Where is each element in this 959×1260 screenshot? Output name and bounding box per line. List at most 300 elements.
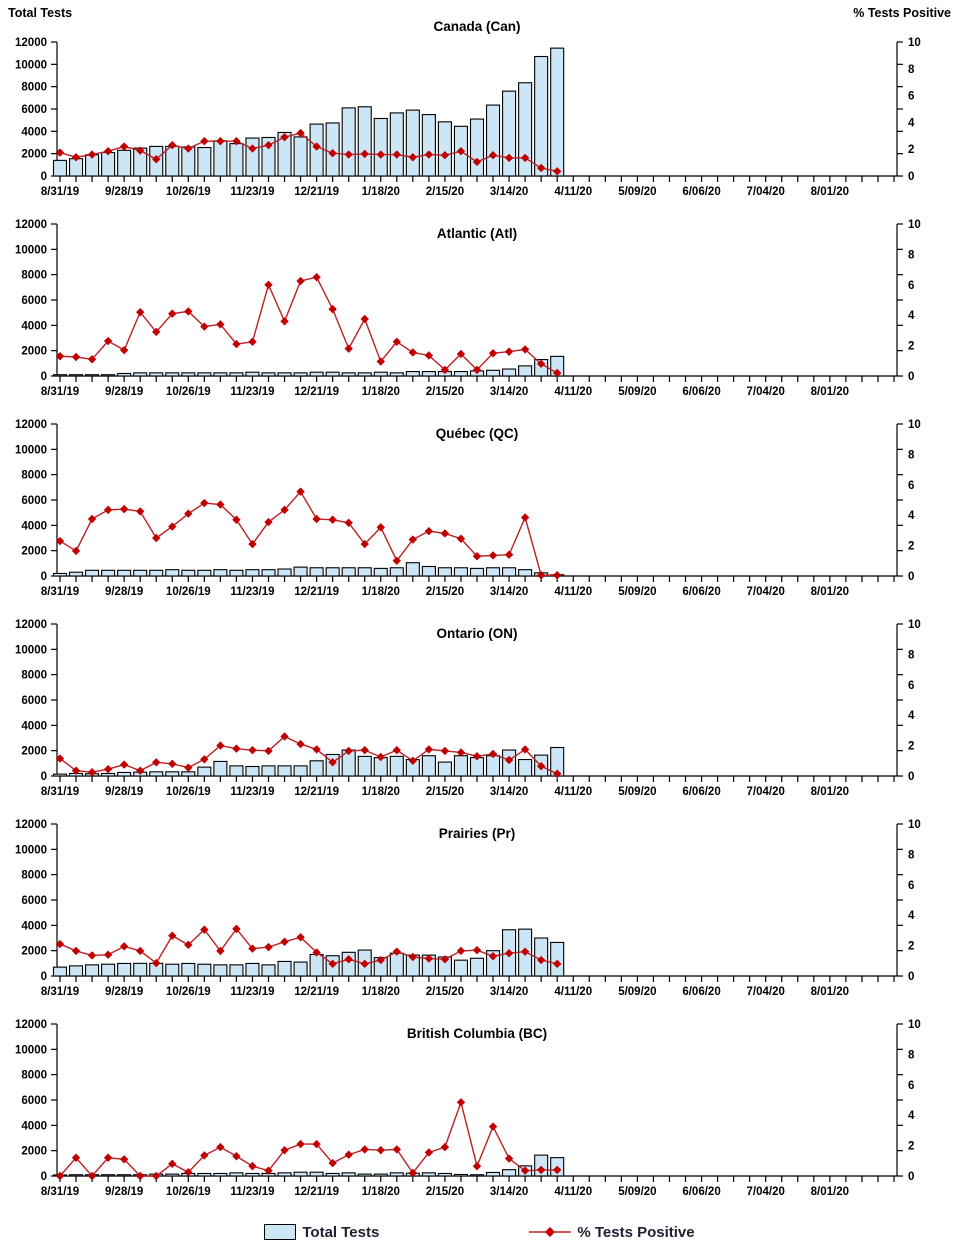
y-right-tick-label: 4 bbox=[908, 510, 915, 523]
bar bbox=[182, 963, 195, 976]
x-tick-label: 10/26/19 bbox=[165, 986, 211, 998]
x-tick-label: 7/04/20 bbox=[746, 186, 785, 198]
x-tick-label: 3/14/20 bbox=[489, 386, 529, 398]
y-left-tick-label: 0 bbox=[40, 1171, 47, 1183]
diamond-marker bbox=[361, 1145, 369, 1153]
x-tick-label: 9/28/19 bbox=[104, 786, 144, 798]
bar bbox=[118, 963, 131, 976]
x-tick-label: 8/31/19 bbox=[40, 786, 80, 798]
panel-title: Canada (Can) bbox=[433, 19, 521, 34]
pct-positive-series bbox=[56, 273, 562, 377]
y-right-tick-label: 10 bbox=[908, 37, 921, 49]
bar bbox=[262, 373, 275, 376]
bar bbox=[278, 569, 291, 576]
british-columbia-chart bbox=[0, 1010, 959, 1210]
x-tick-label: 5/09/20 bbox=[618, 1186, 657, 1198]
bar bbox=[422, 115, 435, 176]
x-tick-label: 8/31/19 bbox=[40, 986, 80, 998]
bar bbox=[134, 373, 147, 376]
y-right-tick-label: 10 bbox=[908, 619, 921, 631]
diamond-marker bbox=[457, 1098, 465, 1106]
y-left-tick-label: 6000 bbox=[21, 695, 47, 707]
diamond-marker bbox=[312, 273, 320, 281]
bar bbox=[54, 774, 67, 776]
diamond-marker bbox=[248, 746, 256, 754]
bar bbox=[535, 57, 548, 176]
bar bbox=[102, 375, 115, 376]
y-left-tick-label: 6000 bbox=[21, 495, 47, 507]
y-right-tick-label: 8 bbox=[908, 249, 915, 262]
y-right-tick-label: 2 bbox=[908, 940, 915, 953]
x-tick-label: 8/01/20 bbox=[810, 386, 850, 398]
diamond-marker bbox=[473, 1162, 481, 1170]
total-tests-bars bbox=[54, 48, 564, 176]
bar bbox=[54, 160, 67, 176]
x-tick-label: 9/28/19 bbox=[104, 586, 144, 598]
x-tick-label: 12/21/19 bbox=[294, 586, 339, 598]
diamond-marker bbox=[200, 499, 208, 507]
y-right-tick-label: 10 bbox=[908, 419, 921, 431]
x-tick-label: 1/18/20 bbox=[361, 186, 400, 198]
y-right-tick-label: 4 bbox=[908, 310, 915, 323]
bar bbox=[214, 761, 227, 776]
bar bbox=[438, 122, 451, 176]
x-tick-label: 5/09/20 bbox=[618, 586, 657, 598]
legend-label-total-tests: Total Tests bbox=[302, 1223, 380, 1241]
x-tick-label: 2/15/20 bbox=[425, 1186, 465, 1198]
bar bbox=[342, 568, 355, 576]
diamond-marker bbox=[505, 551, 513, 559]
x-tick-label: 10/26/19 bbox=[165, 1186, 211, 1198]
y-left-tick-label: 8000 bbox=[21, 1069, 47, 1082]
x-tick-label: 1/18/20 bbox=[361, 586, 400, 598]
y-right-tick-label: 10 bbox=[908, 819, 921, 831]
bar bbox=[422, 372, 435, 376]
bar bbox=[390, 568, 403, 576]
bar bbox=[182, 373, 195, 376]
diamond-marker bbox=[248, 338, 256, 346]
bar bbox=[198, 570, 211, 576]
bar bbox=[326, 372, 339, 376]
x-tick-label: 2/15/20 bbox=[425, 586, 465, 598]
x-tick-label: 9/28/19 bbox=[104, 1186, 144, 1198]
bar bbox=[487, 756, 500, 776]
bar bbox=[166, 146, 179, 176]
bar bbox=[294, 766, 307, 776]
y-left-tick-label: 10000 bbox=[15, 244, 47, 257]
x-tick-label: 4/11/20 bbox=[554, 186, 593, 198]
x-tick-label: 8/31/19 bbox=[40, 386, 80, 398]
x-tick-label: 8/01/20 bbox=[810, 986, 850, 998]
diamond-marker bbox=[72, 947, 80, 955]
diamond-marker bbox=[152, 758, 160, 766]
axis-labels bbox=[15, 1019, 921, 1198]
y-right-tick-label: 6 bbox=[908, 1079, 915, 1092]
y-left-tick-label: 4000 bbox=[21, 126, 47, 139]
x-tick-label: 5/09/20 bbox=[618, 786, 657, 798]
y-left-tick-label: 0 bbox=[40, 171, 47, 183]
bar bbox=[294, 373, 307, 376]
bar bbox=[326, 568, 339, 576]
bar bbox=[230, 373, 243, 376]
x-tick-label: 4/11/20 bbox=[554, 1186, 593, 1198]
bar bbox=[310, 954, 323, 976]
y-left-tick-label: 0 bbox=[40, 771, 47, 783]
bar bbox=[54, 375, 67, 376]
bar bbox=[471, 119, 484, 176]
bar bbox=[342, 1173, 355, 1176]
bar bbox=[102, 153, 115, 176]
diamond-marker bbox=[264, 281, 272, 289]
chart-panel-prairies bbox=[0, 810, 959, 1010]
x-tick-label: 6/06/20 bbox=[682, 786, 721, 798]
y-left-tick-label: 2000 bbox=[21, 545, 47, 558]
diamond-marker bbox=[296, 1140, 304, 1148]
diamond-marker bbox=[120, 346, 128, 354]
diamond-marker bbox=[409, 348, 417, 356]
atlantic-chart bbox=[0, 210, 959, 410]
axes bbox=[51, 1024, 903, 1182]
diamond-marker bbox=[361, 315, 369, 323]
diamond-marker bbox=[264, 943, 272, 951]
x-tick-label: 6/06/20 bbox=[682, 586, 721, 598]
bar bbox=[310, 372, 323, 376]
diamond-marker bbox=[280, 317, 288, 325]
bar bbox=[166, 772, 179, 776]
x-tick-label: 8/01/20 bbox=[810, 1186, 850, 1198]
y-right-tick-label: 4 bbox=[908, 117, 915, 130]
bar bbox=[487, 1172, 500, 1176]
x-tick-label: 12/21/19 bbox=[294, 786, 339, 798]
x-tick-label: 11/23/19 bbox=[230, 186, 275, 198]
y-right-tick-label: 8 bbox=[908, 63, 915, 76]
bar bbox=[214, 141, 227, 176]
bar bbox=[230, 766, 243, 776]
bar bbox=[214, 373, 227, 376]
x-tick-label: 1/18/20 bbox=[361, 986, 400, 998]
bar bbox=[198, 964, 211, 976]
diamond-marker bbox=[312, 515, 320, 523]
diamond-marker bbox=[393, 1145, 401, 1153]
y-right-tick-label: 4 bbox=[908, 910, 915, 923]
right-axis-title: % Tests Positive bbox=[853, 6, 951, 20]
x-tick-label: 4/11/20 bbox=[554, 586, 593, 598]
x-tick-label: 7/04/20 bbox=[746, 386, 785, 398]
y-left-tick-label: 0 bbox=[40, 371, 47, 383]
bar bbox=[294, 137, 307, 176]
diamond-marker bbox=[216, 1143, 224, 1151]
y-left-tick-label: 2000 bbox=[21, 945, 47, 958]
y-right-tick-label: 4 bbox=[908, 1110, 915, 1123]
y-right-tick-label: 8 bbox=[908, 849, 915, 862]
bar bbox=[262, 570, 275, 576]
diamond-marker bbox=[457, 947, 465, 955]
bar bbox=[310, 568, 323, 576]
bar bbox=[214, 570, 227, 576]
bar bbox=[551, 942, 564, 976]
bar bbox=[358, 373, 371, 376]
canada-chart bbox=[0, 0, 959, 210]
bar bbox=[342, 108, 355, 176]
y-left-tick-label: 8000 bbox=[21, 81, 47, 94]
axes bbox=[51, 224, 903, 382]
x-tick-label: 11/23/19 bbox=[230, 1186, 275, 1198]
diamond-marker bbox=[344, 344, 352, 352]
bar bbox=[70, 1175, 83, 1176]
x-tick-label: 2/15/20 bbox=[425, 386, 465, 398]
bar bbox=[198, 767, 211, 776]
x-tick-label: 7/04/20 bbox=[746, 586, 785, 598]
x-tick-label: 3/14/20 bbox=[489, 586, 529, 598]
bar bbox=[102, 964, 115, 976]
diamond-marker bbox=[441, 747, 449, 755]
bar bbox=[374, 568, 387, 576]
bar bbox=[390, 1173, 403, 1176]
bar bbox=[471, 958, 484, 976]
bar bbox=[471, 568, 484, 576]
y-left-tick-label: 4000 bbox=[21, 920, 47, 933]
panel-title: Québec (QC) bbox=[435, 426, 519, 441]
y-left-tick-label: 6000 bbox=[21, 1095, 47, 1107]
chart-panel-atlantic bbox=[0, 210, 959, 410]
bar bbox=[134, 570, 147, 576]
y-left-tick-label: 10000 bbox=[15, 59, 47, 72]
panel-title: Ontario (ON) bbox=[436, 626, 518, 641]
x-tick-label: 12/21/19 bbox=[294, 386, 339, 398]
diamond-marker bbox=[104, 765, 112, 773]
x-tick-label: 8/31/19 bbox=[40, 1186, 80, 1198]
diamond-marker bbox=[425, 527, 433, 535]
y-right-tick-label: 0 bbox=[908, 171, 915, 183]
y-right-tick-label: 6 bbox=[908, 279, 915, 292]
ontario-chart bbox=[0, 610, 959, 810]
y-right-tick-label: 6 bbox=[908, 90, 915, 103]
pct-positive-line bbox=[60, 492, 557, 576]
bar bbox=[118, 373, 131, 376]
bar bbox=[454, 1174, 467, 1176]
x-tick-label: 9/28/19 bbox=[104, 186, 144, 198]
bar bbox=[246, 570, 259, 576]
bar bbox=[406, 563, 419, 576]
y-left-tick-label: 10000 bbox=[15, 844, 47, 857]
y-left-tick-label: 12000 bbox=[15, 819, 47, 831]
y-left-tick-label: 2000 bbox=[21, 345, 47, 358]
diamond-marker bbox=[280, 938, 288, 946]
y-right-tick-label: 6 bbox=[908, 879, 915, 892]
x-tick-label: 7/04/20 bbox=[746, 1186, 785, 1198]
bar bbox=[374, 372, 387, 376]
x-tick-label: 10/26/19 bbox=[165, 786, 211, 798]
bar bbox=[374, 118, 387, 176]
bar bbox=[102, 773, 115, 776]
diamond-marker bbox=[393, 746, 401, 754]
bar bbox=[471, 1175, 484, 1176]
x-tick-label: 4/11/20 bbox=[554, 386, 593, 398]
bar bbox=[454, 568, 467, 576]
x-tick-label: 9/28/19 bbox=[104, 986, 144, 998]
y-left-tick-label: 4000 bbox=[21, 1120, 47, 1133]
bar bbox=[406, 110, 419, 176]
legend bbox=[0, 1210, 959, 1254]
bar bbox=[422, 1173, 435, 1176]
bar bbox=[230, 1173, 243, 1176]
quebec-chart bbox=[0, 410, 959, 610]
bar bbox=[358, 1174, 371, 1176]
bar bbox=[551, 48, 564, 176]
total-tests-bars bbox=[54, 929, 564, 976]
x-tick-label: 7/04/20 bbox=[746, 986, 785, 998]
chart-panel-ontario bbox=[0, 610, 959, 810]
bar bbox=[503, 369, 516, 376]
x-tick-label: 2/15/20 bbox=[425, 986, 465, 998]
x-tick-label: 3/14/20 bbox=[489, 786, 529, 798]
x-tick-label: 4/11/20 bbox=[554, 786, 593, 798]
y-right-tick-label: 2 bbox=[908, 1140, 915, 1153]
y-right-tick-label: 6 bbox=[908, 679, 915, 692]
bar bbox=[198, 373, 211, 376]
x-tick-label: 6/06/20 bbox=[682, 986, 721, 998]
x-tick-label: 12/21/19 bbox=[294, 186, 339, 198]
y-right-tick-label: 8 bbox=[908, 1049, 915, 1062]
bar bbox=[454, 756, 467, 776]
x-tick-label: 8/01/20 bbox=[810, 186, 850, 198]
pct-positive-series bbox=[56, 129, 562, 176]
y-left-tick-label: 10000 bbox=[15, 644, 47, 657]
diamond-marker bbox=[88, 515, 96, 523]
bar bbox=[230, 965, 243, 976]
bar bbox=[519, 366, 532, 376]
chart-panel-quebec bbox=[0, 410, 959, 610]
diamond-marker bbox=[184, 763, 192, 771]
diamond-marker bbox=[505, 347, 513, 355]
panel-title: British Columbia (BC) bbox=[406, 1026, 548, 1041]
left-axis-title: Total Tests bbox=[8, 6, 73, 20]
bar bbox=[358, 568, 371, 576]
x-tick-label: 11/23/19 bbox=[230, 786, 275, 798]
diamond-marker bbox=[136, 507, 144, 515]
x-tick-label: 4/11/20 bbox=[554, 986, 593, 998]
bar bbox=[390, 113, 403, 176]
diamond-marker bbox=[104, 951, 112, 959]
bar bbox=[246, 767, 259, 777]
pct-positive-swatch bbox=[529, 1225, 571, 1239]
diamond-marker bbox=[473, 946, 481, 954]
y-right-tick-label: 2 bbox=[908, 340, 915, 353]
bar bbox=[102, 1175, 115, 1176]
y-right-tick-label: 2 bbox=[908, 144, 915, 157]
bar bbox=[150, 772, 163, 776]
bar bbox=[454, 960, 467, 976]
bar bbox=[503, 1170, 516, 1176]
y-left-tick-label: 6000 bbox=[21, 104, 47, 116]
bar bbox=[358, 107, 371, 176]
x-tick-label: 10/26/19 bbox=[165, 186, 211, 198]
bar bbox=[166, 373, 179, 376]
pct-positive-series bbox=[56, 732, 562, 778]
panel-title: Prairies (Pr) bbox=[438, 826, 516, 841]
y-right-tick-label: 2 bbox=[908, 540, 915, 553]
y-right-tick-label: 10 bbox=[908, 219, 921, 231]
x-tick-label: 3/14/20 bbox=[489, 186, 529, 198]
x-tick-label: 9/28/19 bbox=[104, 386, 144, 398]
bar bbox=[278, 373, 291, 376]
y-left-tick-label: 10000 bbox=[15, 1044, 47, 1057]
bar bbox=[422, 756, 435, 776]
bar bbox=[150, 373, 163, 376]
x-tick-label: 8/01/20 bbox=[810, 786, 850, 798]
bar bbox=[150, 570, 163, 576]
bar bbox=[70, 572, 83, 576]
total-tests-bars bbox=[54, 748, 564, 777]
bar bbox=[214, 1173, 227, 1176]
x-tick-label: 8/31/19 bbox=[40, 586, 80, 598]
bar bbox=[487, 568, 500, 576]
bar bbox=[390, 953, 403, 976]
total-tests-swatch bbox=[264, 1224, 296, 1240]
bar bbox=[118, 150, 131, 176]
bar bbox=[246, 372, 259, 376]
diamond-marker bbox=[168, 760, 176, 768]
y-left-tick-label: 0 bbox=[40, 571, 47, 583]
diamond-marker bbox=[489, 1122, 497, 1130]
bar bbox=[262, 965, 275, 976]
bar bbox=[503, 568, 516, 576]
x-tick-label: 10/26/19 bbox=[165, 586, 211, 598]
diamond-marker bbox=[232, 1152, 240, 1160]
bar bbox=[454, 372, 467, 376]
x-tick-label: 1/18/20 bbox=[361, 386, 400, 398]
x-tick-label: 2/15/20 bbox=[425, 186, 465, 198]
diamond-marker bbox=[120, 505, 128, 513]
y-left-tick-label: 12000 bbox=[15, 419, 47, 431]
bar bbox=[166, 570, 179, 576]
legend-diamond bbox=[545, 1227, 555, 1237]
diamond-marker bbox=[296, 277, 304, 285]
bar bbox=[134, 963, 147, 976]
bar bbox=[102, 570, 115, 576]
bar bbox=[358, 756, 371, 776]
legend-item-total-tests bbox=[264, 1224, 379, 1241]
x-tick-label: 3/14/20 bbox=[489, 986, 529, 998]
bar bbox=[294, 567, 307, 576]
diamond-marker bbox=[296, 740, 304, 748]
y-left-tick-label: 8000 bbox=[21, 869, 47, 882]
bar bbox=[390, 756, 403, 776]
y-left-tick-label: 6000 bbox=[21, 895, 47, 907]
legend-label-pct-positive: % Tests Positive bbox=[577, 1223, 695, 1241]
bar bbox=[294, 1172, 307, 1176]
bar bbox=[262, 766, 275, 776]
bar bbox=[246, 138, 259, 176]
diamond-marker bbox=[553, 571, 561, 579]
panel-title: Atlantic (Atl) bbox=[436, 226, 518, 241]
x-tick-label: 10/26/19 bbox=[165, 386, 211, 398]
bar bbox=[118, 772, 131, 776]
diamond-marker bbox=[441, 529, 449, 537]
y-right-tick-label: 8 bbox=[908, 449, 915, 462]
pct-positive-series bbox=[56, 487, 562, 579]
y-right-tick-label: 10 bbox=[908, 1019, 921, 1031]
x-tick-label: 12/21/19 bbox=[294, 1186, 339, 1198]
bar bbox=[310, 761, 323, 776]
y-left-tick-label: 4000 bbox=[21, 320, 47, 333]
y-left-tick-label: 2000 bbox=[21, 745, 47, 758]
x-tick-label: 11/23/19 bbox=[230, 986, 275, 998]
x-tick-label: 6/06/20 bbox=[682, 386, 721, 398]
bar bbox=[406, 372, 419, 376]
y-left-tick-label: 2000 bbox=[21, 148, 47, 161]
pct-positive-series bbox=[56, 1098, 562, 1180]
